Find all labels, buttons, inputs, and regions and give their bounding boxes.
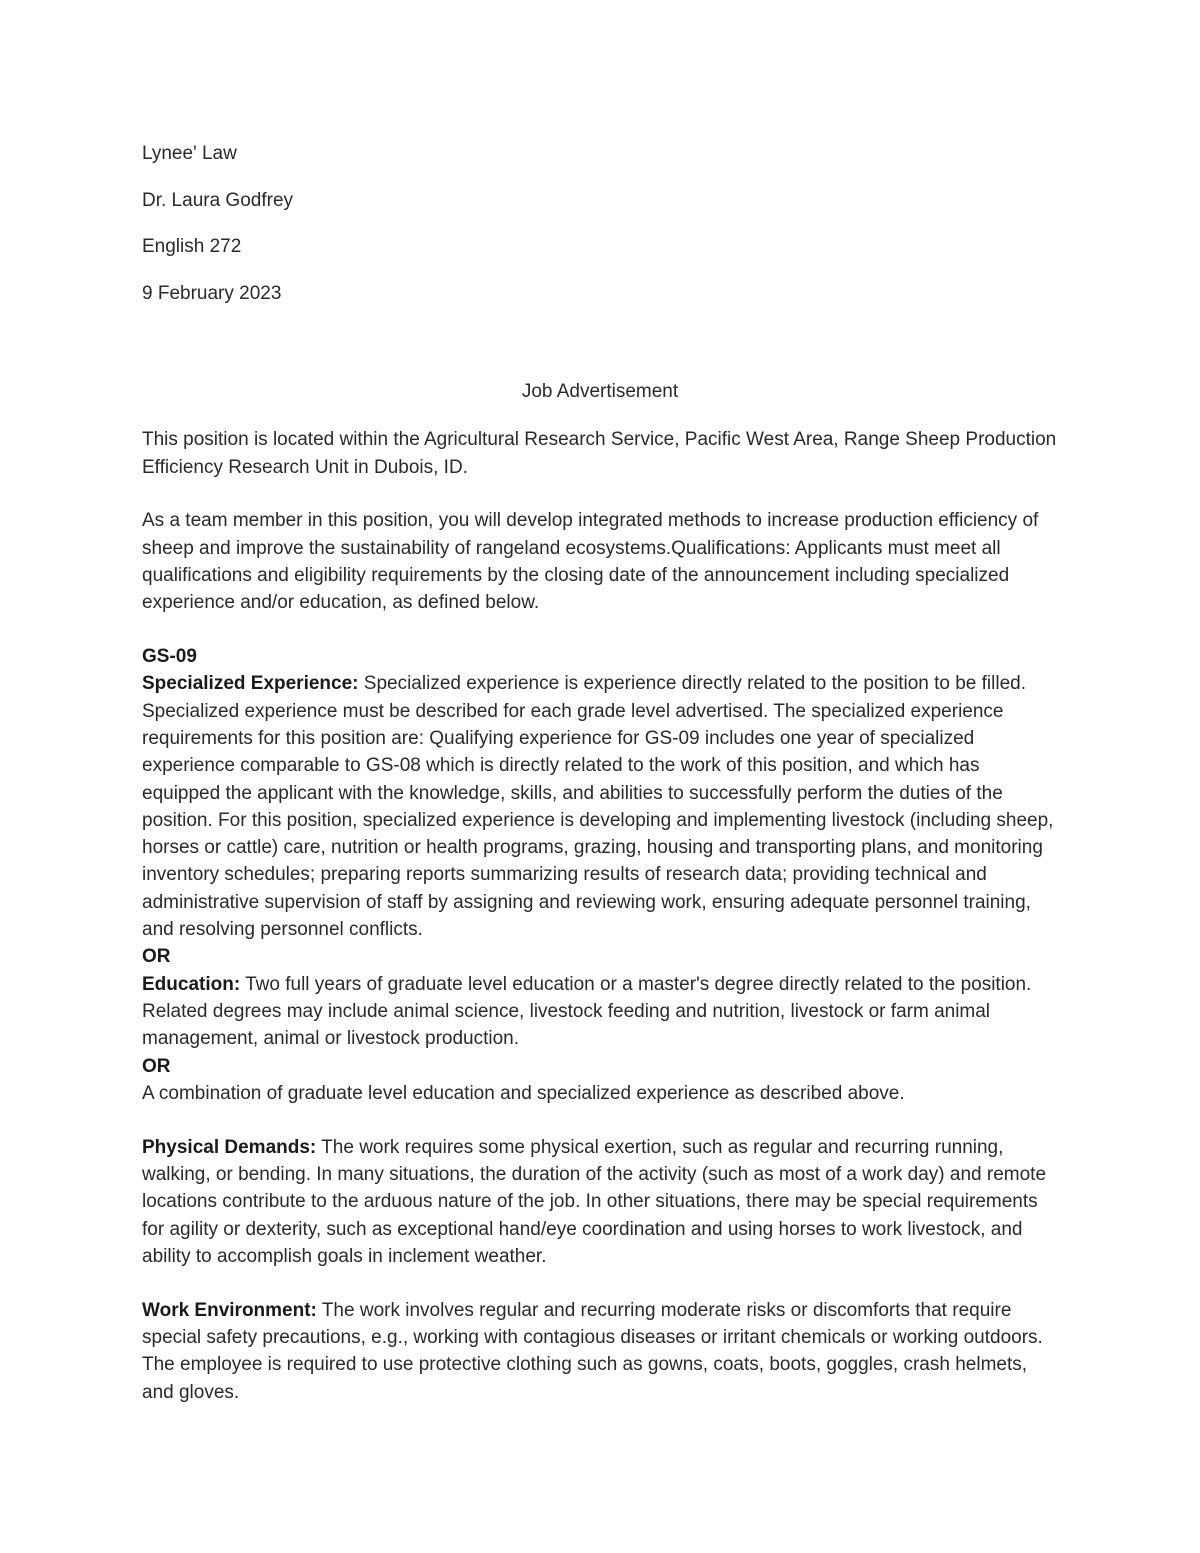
or-divider: OR xyxy=(142,1055,171,1077)
document-title: Job Advertisement xyxy=(521,381,679,402)
or-divider: OR xyxy=(142,946,171,968)
work-environment-text: The work involves regular and recurring moderate risks or discomforts that require special safety precautions, e.g., working with contagious diseases or irritant chemicals or working outdoors. The employee is required to use protective clothing such as gowns, coats, boots, goggles, crash helmets, and gloves. xyxy=(142,1299,1043,1403)
specialized-experience-label: Specialized Experience: xyxy=(142,673,359,695)
intro-duties-paragraph: As a team member in this position, you will develop integrated methods to increase production efficiency of sheep and improve the sustainability of rangeland ecosystems.Qualifications: Applicants must meet all qualifications and eligibility requirements by the closing date of the announcement including specialized experience and/or education, as defined below. xyxy=(142,510,1039,614)
specialized-experience-text: Specialized experience is experience directly related to the position to be filled. Specialized experience must be described for each grade level advertised. The specialized experience requirements for this position are: Qualifying experience for GS-09 includes one year of specialized experience comparable to GS-08 which is directly related to the work of this position, and which has equipped the applicant with the knowledge, skills, and abilities to successfully perform the duties of the position. For this position, specialized experience is developing and implementing livestock (including sheep, horses or cattle) care, nutrition or health programs, grazing, housing and transporting plans, and monitoring inventory schedules; preparing reports summarizing results of research data; providing technical and administrative supervision of staff by assigning and reviewing work, ensuring adequate personnel training, and resolving personnel conflicts. xyxy=(142,673,1054,941)
course-name: English 272 xyxy=(142,236,242,257)
physical-demands-paragraph xyxy=(142,1134,1062,1270)
education-text: Two full years of graduate level education or a master's degree directly related to the position. Related degrees may include animal science, livestock feeding and nutrition, livestock or farm animal management, animal or livestock production. xyxy=(142,973,1032,1050)
grade-heading: GS-09 xyxy=(142,646,197,668)
qualifications-section xyxy=(142,643,1062,1107)
author-name: Lynee' Law xyxy=(142,143,237,164)
work-environment-label: Work Environment: xyxy=(142,1299,317,1321)
specialized-experience-paragraph xyxy=(142,670,1062,943)
work-environment-paragraph xyxy=(142,1297,1062,1406)
physical-demands-label: Physical Demands: xyxy=(142,1136,317,1158)
combination-paragraph: A combination of graduate level education and specialized experience as described above. xyxy=(142,1082,905,1104)
physical-demands-text: The work requires some physical exertion, such as regular and recurring running, walking, or bending. In many situations, the duration of the activity (such as most of a work day) and remote locations contribute to the arduous nature of the job. In other situations, there may be special requirements for agility or dexterity, such as exceptional hand/eye coordination and using horses to work livestock, and ability to accomplish goals in inclement weather. xyxy=(142,1136,1047,1267)
document-date: 9 February 2023 xyxy=(142,282,282,304)
education-paragraph xyxy=(142,971,1062,1053)
intro-location-paragraph: This position is located within the Agricultural Research Service, Pacific West Area, Range Sheep Production Efficiency Research Unit in Dubois, ID. xyxy=(142,429,1057,478)
instructor-name: Dr. Laura Godfrey xyxy=(142,189,294,211)
document-page xyxy=(142,140,1062,1432)
education-label: Education: xyxy=(142,973,241,995)
